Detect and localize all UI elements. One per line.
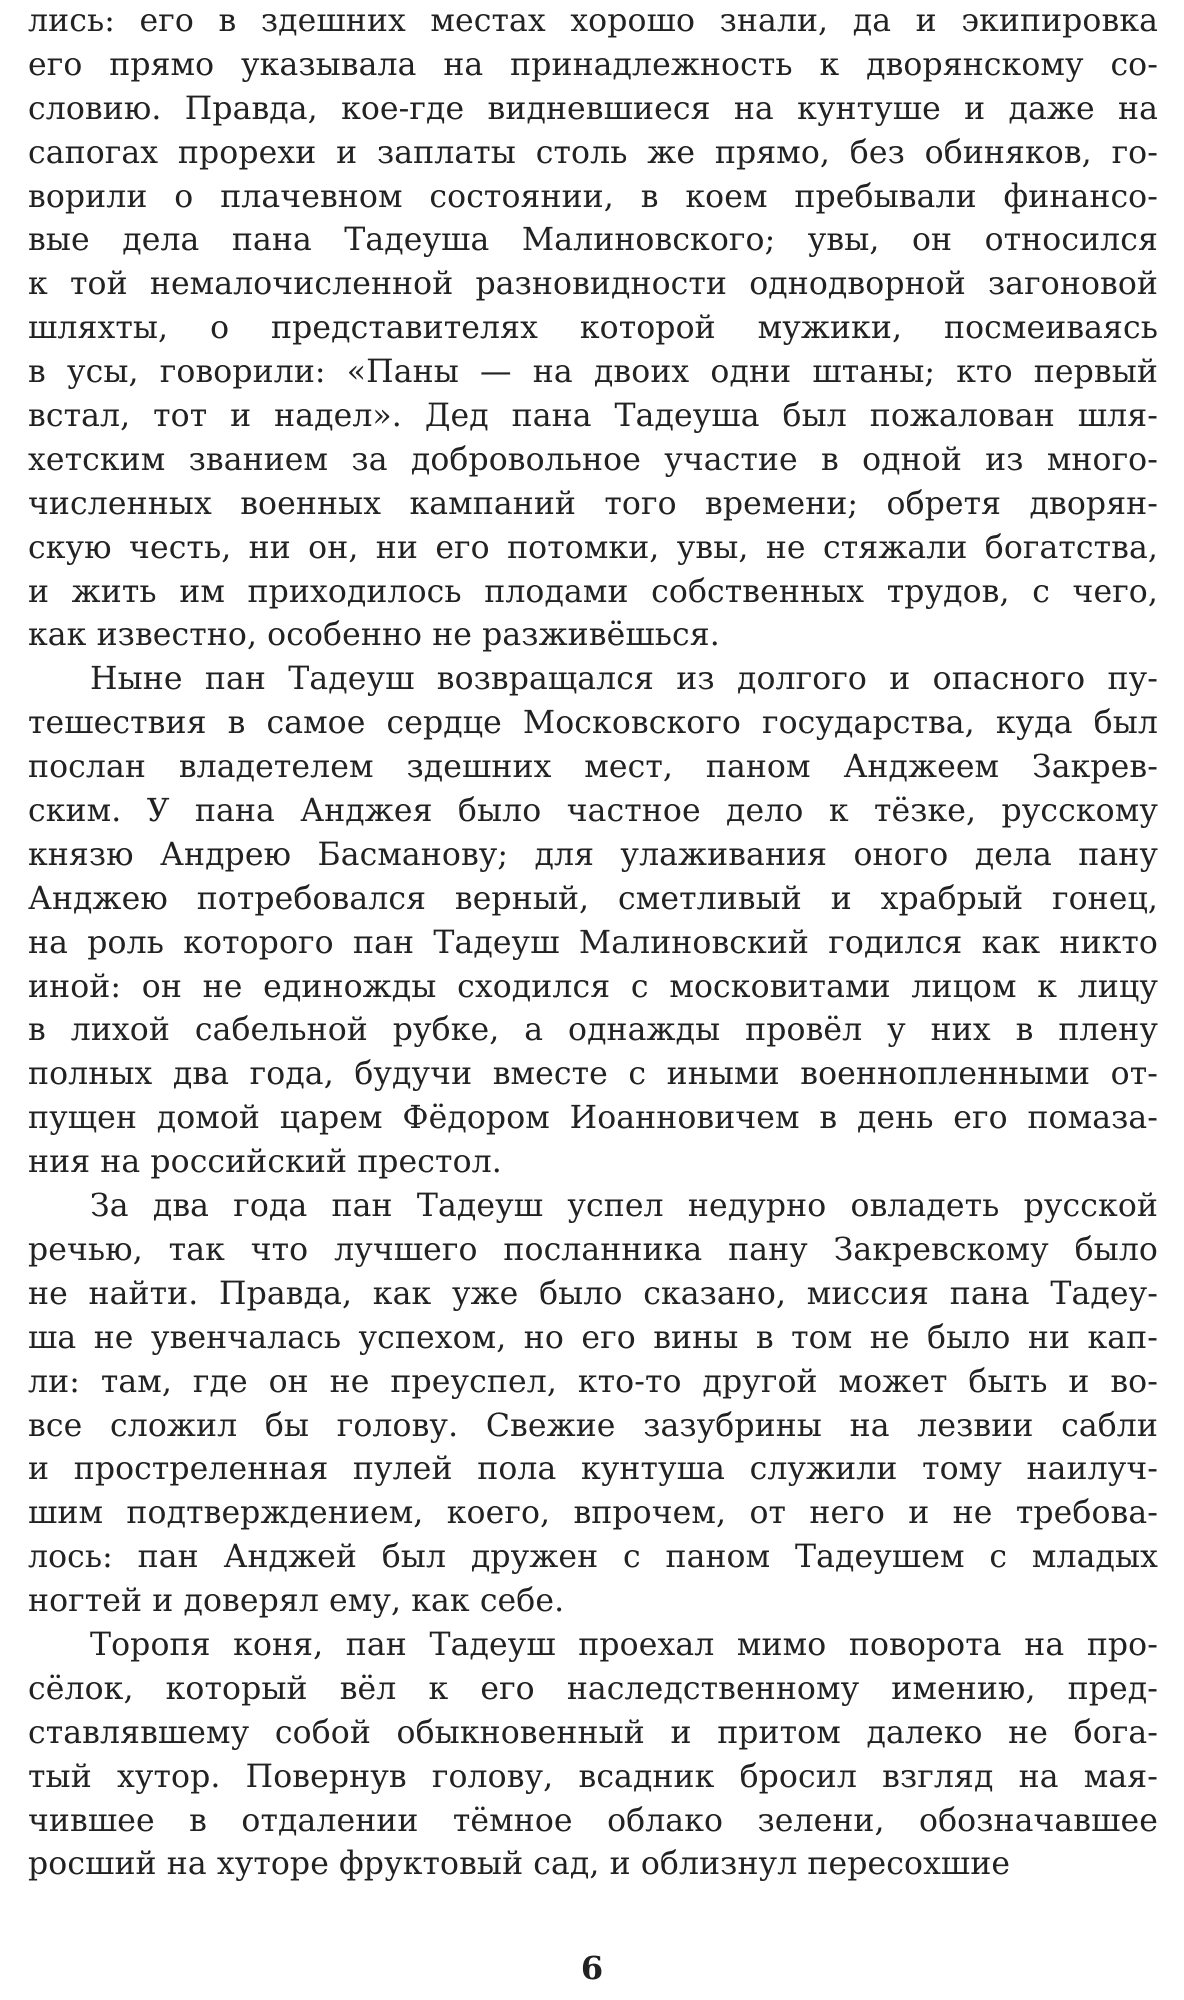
text-line: скую честь, ни он, ни его потомки, увы, не стяжали богатства, xyxy=(28,529,1158,566)
text-line: ли: там, где он не преуспел, кто-то другой может быть и во- xyxy=(28,1363,1158,1400)
text-line: ворили о плачевном состоянии, в коем пребывали финансо- xyxy=(28,178,1158,215)
text-line: его прямо указывала на принадлежность к дворянскому со- xyxy=(28,46,1158,83)
text-line: Ныне пан Тадеуш возвращался из долгого и опасного пу- xyxy=(90,661,1158,698)
text-line: князю Андрею Басманову; для улаживания оного дела пану xyxy=(28,836,1158,873)
text-line: ставлявшему собой обыкновенный и притом далеко не бога- xyxy=(28,1714,1158,1751)
text-line: Анджею потребовался верный, сметливый и храбрый гонец, xyxy=(28,880,1158,917)
text-line: пущен домой царем Фёдором Иоанновичем в день его помаза- xyxy=(28,1100,1158,1137)
text-line: хетским званием за добровольное участие в одной из много- xyxy=(28,441,1158,478)
text-line: и жить им приходилось плодами собственных трудов, с чего, xyxy=(28,573,1158,610)
text-line: словию. Правда, кое-где видневшиеся на кунтуше и даже на xyxy=(28,90,1158,127)
text-line: иной: он не единожды сходился с московитами лицом к лицу xyxy=(28,968,1158,1005)
paragraph xyxy=(28,1185,1158,1624)
text-line: росший на хуторе фруктовый сад, и облизнул пересохшие xyxy=(28,1846,1011,1883)
text-line: встал, тот и надел». Дед пана Тадеуша был пожалован шля- xyxy=(28,398,1158,435)
text-line: речью, так что лучшего посланника пану Закревскому было xyxy=(28,1231,1158,1268)
text-line: тый хутор. Повернув голову, всадник бросил взгляд на мая- xyxy=(28,1758,1158,1795)
text-line: Торопя коня, пан Тадеуш проехал мимо поворота на про- xyxy=(90,1626,1158,1663)
page-number: 6 xyxy=(580,1949,604,1987)
text-line: и простреленная пулей пола кунтуша служили тому наилуч- xyxy=(28,1451,1158,1488)
text-line: в усы, говорили: «Паны — на двоих одни штаны; кто первый xyxy=(28,354,1158,391)
text-line: не найти. Правда, как уже было сказано, миссия пана Тадеу- xyxy=(28,1275,1158,1312)
text-line: ногтей и доверял ему, как себе. xyxy=(28,1583,565,1620)
paragraph xyxy=(28,0,1158,658)
text-line: к той немалочисленной разновидности однодворной загоновой xyxy=(28,266,1158,303)
text-line: на роль которого пан Тадеуш Малиновский годился как никто xyxy=(28,924,1158,961)
text-line: сёлок, который вёл к его наследственному имению, пред- xyxy=(28,1670,1158,1707)
text-line: лись: его в здешних местах хорошо знали, да и экипировка xyxy=(28,3,1158,39)
text-line: шляхты, о представителях которой мужики, посмеиваясь xyxy=(28,310,1158,347)
text-line: полных два года, будучи вместе с иными военнопленными от- xyxy=(28,1056,1158,1093)
text-line: сапогах прорехи и заплаты столь же прямо, без обиняков, го- xyxy=(28,134,1158,171)
text-line: ским. У пана Анджея было частное дело к тёзке, русскому xyxy=(28,793,1158,830)
text-line: все сложил бы голову. Свежие зазубрины на лезвии сабли xyxy=(28,1407,1158,1444)
text-line: как известно, особенно не разживёшься. xyxy=(28,617,720,654)
text-line: лось: пан Анджей был дружен с паном Тадеушем с младых xyxy=(28,1539,1158,1576)
text-line: шим подтверждением, коего, впрочем, от него и не требова- xyxy=(28,1495,1158,1532)
text-line: чившее в отдалении тёмное облако зелени, обозначавшее xyxy=(28,1802,1158,1839)
text-line: За два года пан Тадеуш успел недурно овладеть русской xyxy=(90,1188,1158,1225)
text-line: в лихой сабельной рубке, а однажды провёл у них в плену xyxy=(28,1012,1158,1049)
text-line: ша не увенчалась успехом, но его вины в том не было ни кап- xyxy=(28,1319,1158,1356)
paragraph xyxy=(28,658,1158,1185)
text-line: ния на российский престол. xyxy=(28,1144,502,1181)
text-line: послан владетелем здешних мест, паном Анджеем Закрев- xyxy=(28,749,1158,786)
text-line: вые дела пана Тадеуша Малиновского; увы, он относился xyxy=(28,222,1158,259)
paragraph xyxy=(28,1624,1158,1887)
body-text xyxy=(28,0,1158,1887)
text-line: численных военных кампаний того времени; обретя дворян- xyxy=(28,485,1158,522)
text-line: тешествия в самое сердце Московского государства, куда был xyxy=(28,705,1158,742)
